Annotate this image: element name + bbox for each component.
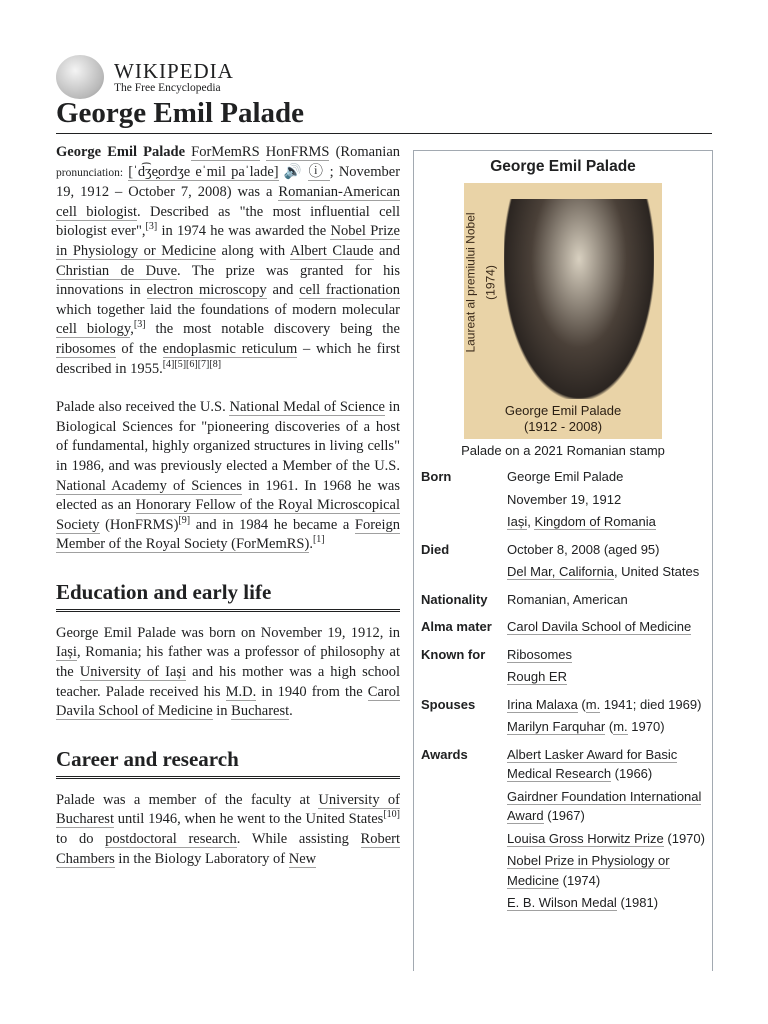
text: in 1961. In 1968 he was elected as an (56, 477, 400, 514)
link[interactable]: HonFRMS (265, 144, 330, 160)
infobox-label: Known for (421, 646, 486, 662)
text (260, 144, 266, 160)
text: in 1974 he was awarded the (157, 223, 331, 240)
text: 1941; died 1969) (600, 696, 702, 712)
link[interactable]: University of Iași (79, 664, 187, 681)
infobox-row (414, 644, 712, 694)
text: . While assisting (236, 831, 361, 848)
text: . Described as "the most influential cell biologist ever", (56, 203, 401, 240)
link[interactable]: National Medal of Science (229, 399, 385, 416)
wordmark: WIKIPEDIA (114, 58, 234, 83)
paragraph (56, 398, 400, 555)
infobox-value (507, 590, 705, 613)
text: , (527, 514, 535, 529)
text: October 8, 2008 (aged 95) (507, 541, 660, 557)
text: . (289, 703, 293, 720)
text: (1981) (616, 895, 659, 910)
link[interactable]: cell biologist (56, 203, 138, 220)
infobox-value (507, 695, 705, 740)
text: and (266, 282, 300, 299)
stamp-name: George Emil Palade (504, 402, 622, 418)
link[interactable]: Carol Davila School of Medicine (56, 683, 400, 720)
text: (1970) (663, 830, 705, 846)
text: George Emil Palade (507, 469, 624, 484)
text: 🔊 (278, 163, 309, 180)
link[interactable]: E. B. Wilson Medal (507, 895, 617, 910)
pronunciation-label: pronunciation: (56, 166, 124, 179)
infobox (413, 150, 713, 971)
text: the most notable discovery being the (145, 321, 400, 338)
text: along with (216, 242, 290, 259)
link[interactable]: Christian de Duve (56, 262, 178, 279)
text: (Romanian (329, 144, 401, 160)
link[interactable]: postdoctoral research (105, 831, 237, 848)
text: Palade also received the U.S. (56, 399, 230, 416)
infobox-label: Spouses (421, 696, 476, 712)
text: (1974) (559, 872, 601, 888)
text: until 1946, when he went to the United States (113, 811, 384, 828)
text: , United States (613, 564, 700, 579)
citation-link[interactable]: [10] (383, 809, 400, 821)
link[interactable]: electron microscopy (146, 282, 267, 299)
link[interactable]: Del Mar, California (507, 564, 614, 579)
section-heading: Career and research (56, 746, 400, 779)
link[interactable]: ribosomes (56, 340, 116, 357)
link[interactable]: Nobel Prize in Physiology or Medicine (56, 223, 400, 259)
citation-link[interactable]: [3] (145, 221, 158, 233)
link[interactable]: Honorary Fellow of the Royal Microscopical Society (56, 497, 400, 533)
link[interactable]: Bucharest (231, 703, 290, 720)
link[interactable]: University of Bucharest (56, 791, 400, 828)
text: which together laid the foundations of modern molecular (56, 301, 400, 318)
link[interactable]: Foreign Member of the Royal Society (ForMemRS) (56, 516, 400, 553)
wikipedia-globe-icon (56, 55, 104, 99)
link[interactable]: Carol Davila School of Medicine (507, 619, 692, 634)
text: and (373, 242, 400, 259)
text: ; November 19, 1912 – October 7, 2008) was a (56, 163, 401, 201)
link[interactable]: Robert Chambers (56, 831, 400, 867)
text: . The prize was granted for his innovations in (56, 262, 400, 299)
link[interactable]: Ribosomes (507, 646, 573, 662)
link[interactable]: cell biology (56, 321, 131, 338)
text: (HonFRMS) (99, 516, 179, 533)
infobox-label: Died (421, 541, 450, 557)
infobox-label: Nationality (421, 591, 488, 607)
link[interactable]: Rough ER (507, 669, 567, 684)
text: and in 1984 he became a (190, 516, 355, 533)
citation-link[interactable]: [3] (133, 319, 146, 331)
stamp-image[interactable] (464, 183, 662, 439)
infobox-label: Alma mater (421, 619, 492, 634)
page-title: George Emil Palade (56, 97, 712, 134)
text: of the (115, 340, 163, 357)
portrait-photo (504, 199, 654, 399)
link[interactable]: Albert Lasker Award for Basic Medical Research (507, 746, 678, 781)
paragraph (56, 624, 400, 722)
link[interactable]: Marilyn Farquhar (507, 719, 606, 734)
infobox-value (507, 745, 705, 916)
text: (1966) (611, 766, 653, 781)
text: ( (605, 719, 614, 734)
link[interactable]: endoplasmic reticulum (162, 340, 298, 357)
paragraph (56, 143, 400, 379)
section-heading: Education and early life (56, 579, 400, 612)
wikipedia-logo[interactable] (56, 55, 234, 99)
stamp-vertical-text: Laureat al premiului Nobel (1974) (464, 211, 497, 353)
paragraph (56, 791, 400, 869)
infobox-value (507, 617, 705, 640)
link[interactable]: m. (585, 696, 601, 712)
article-body (56, 143, 400, 888)
text: . (309, 536, 313, 553)
text: , (130, 321, 134, 338)
citation-link[interactable]: [9] (178, 514, 191, 526)
infobox-row (414, 589, 712, 617)
link[interactable]: Irina Malaxa (507, 696, 578, 712)
citation-link[interactable]: [4][5][6][7][8] (162, 358, 222, 370)
text: George Emil Palade was born on November 19, 1912, in (56, 624, 400, 641)
text: – which he first described in 1955. (56, 340, 400, 377)
text: and his mother was a high school teacher. Palade received his (56, 664, 400, 700)
text: in (212, 703, 232, 720)
subject-name: George Emil Palade (56, 144, 186, 160)
infobox-row (414, 744, 712, 920)
link[interactable]: ⓘ (308, 163, 330, 180)
link[interactable]: M.D. (225, 683, 257, 700)
link[interactable]: National Academy of Sciences (56, 477, 242, 494)
text: Palade was a member of the faculty at (56, 791, 319, 808)
text: 1970) (627, 719, 665, 734)
stamp-years: (1912 - 2008) (523, 418, 603, 434)
tagline: The Free Encyclopedia (114, 81, 221, 94)
link[interactable]: Iași (56, 644, 77, 661)
link[interactable]: Nobel Prize in Physiology or Medicine (507, 853, 670, 888)
infobox-label: Born (421, 469, 452, 484)
text: Romanian, American (507, 591, 628, 607)
infobox-row (414, 694, 712, 744)
text: in 1940 from the (256, 683, 368, 700)
link[interactable]: Louisa Gross Horwitz Prize (507, 830, 664, 846)
infobox-value (507, 540, 705, 585)
link[interactable]: Kingdom of Romania (534, 514, 656, 529)
infobox-value (507, 467, 705, 535)
text: , Romania; his father was a professor of philosophy at the (56, 644, 400, 681)
text: November 19, 1912 (507, 491, 622, 507)
infobox-label: Awards (421, 746, 468, 762)
text: in the Biology Laboratory of (114, 850, 289, 867)
link[interactable]: Albert Claude (289, 242, 374, 259)
infobox-row (414, 616, 712, 644)
link[interactable]: m. (613, 719, 628, 734)
infobox-value (507, 645, 705, 690)
infobox-row (414, 539, 712, 589)
link[interactable]: New (288, 850, 317, 867)
text: ( (577, 696, 586, 712)
link[interactable]: Gairdner Foundation International Award (507, 788, 702, 823)
link[interactable]: Romanian-American (278, 184, 400, 201)
citation-link[interactable]: [1] (312, 534, 325, 546)
link[interactable]: [ˈd͡ʒe̯ordʒe eˈmil paˈlade] (128, 163, 279, 180)
link[interactable]: cell fractionation (299, 282, 401, 299)
text: to do (56, 831, 106, 848)
text: (1967) (543, 808, 585, 823)
text: in Biological Sciences for "pioneering discoveries of a host of fundamental, highly organized structures in living cells" in 1986, and was previously elected a Member of the U.S. (56, 399, 401, 474)
infobox-row (414, 466, 712, 539)
link[interactable]: ForMemRS (191, 144, 260, 160)
infobox-title: George Emil Palade (490, 158, 636, 175)
image-caption: Palade on a 2021 Romanian stamp (461, 442, 665, 458)
link[interactable]: Iași (507, 514, 528, 529)
